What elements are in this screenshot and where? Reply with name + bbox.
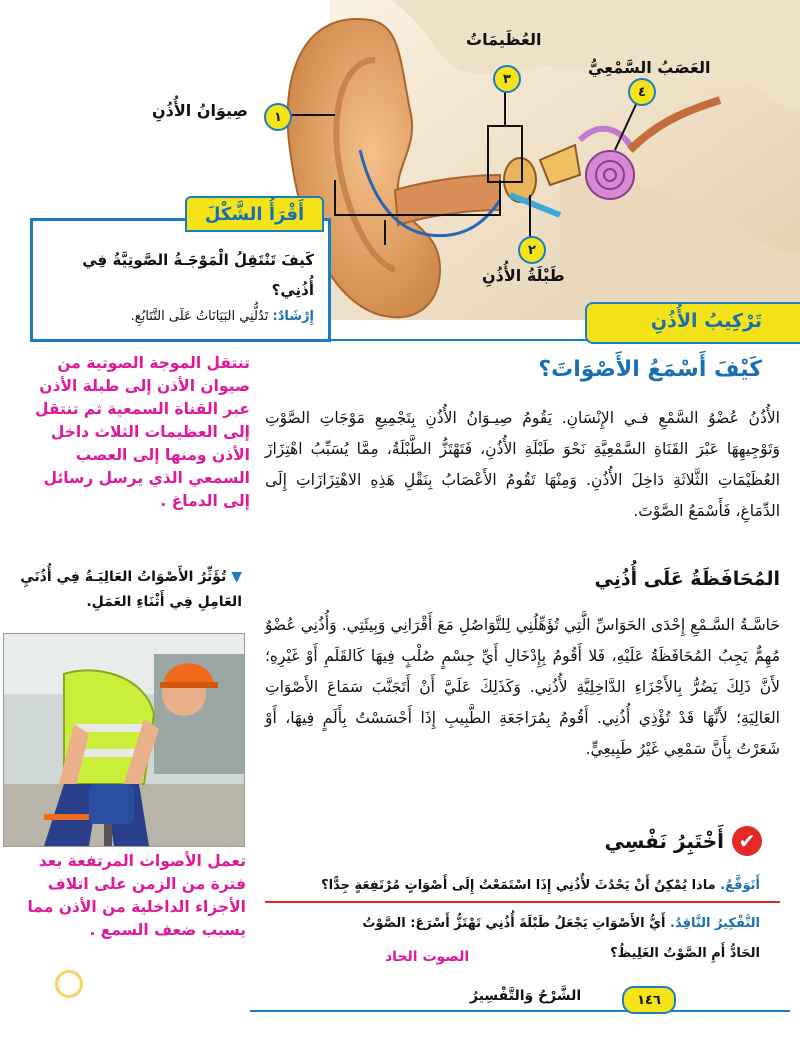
triangle-bullet-icon: ▼ — [231, 569, 242, 585]
figure-question: كَيفَ تَنْتَقِلُ الْمَوْجَـةُ الصَّوتِيَّةُ فِي أُذُنِي؟ — [82, 251, 314, 299]
figure-hint — [39, 309, 314, 324]
callout-3: ٣ — [493, 65, 521, 93]
footer-rule — [250, 1010, 790, 1012]
label-eardrum: طَبْلَةُ الأُذُنِ — [482, 266, 565, 285]
photo-caption — [10, 565, 242, 615]
question-2 — [362, 916, 760, 931]
question-1-label: أَتَوَقَّعُ. — [720, 878, 760, 893]
watermark-icon — [55, 970, 83, 998]
check-icon: ✔ — [732, 826, 762, 856]
label-auditory-nerve: العَصَبُ السَّمْعِيُّ — [588, 58, 711, 77]
handwritten-answer-waves: تنتقل الموجة الصوتية من صيوان الأذن إلى طبلة الأذن عبر القناة السمعية ثم تنتقل إلى العظيمات الثلاث داخل الأذن ومنها إلى العصب السمعي الذي يرسل رسائل إلى الدماغ . — [35, 354, 250, 510]
label-ossicles: العُظَيمَاتُ — [466, 30, 542, 49]
section-banner-title: تَرْكِيبُ الأُذُنِ — [650, 310, 762, 332]
section-banner — [585, 302, 800, 344]
callout-2: ٢ — [518, 236, 546, 264]
question-divider — [265, 901, 780, 903]
page-number: ١٤٦ — [622, 986, 676, 1014]
hint-text: تَدُلُّنِي البَيَانَاتُ عَلَى التَّتَابُعِ. — [130, 309, 269, 324]
test-yourself-title: أَخْتَبِرُ نَفْسِي — [604, 829, 724, 853]
paragraph-protect-ear: حَاسَّـةُ السَّـمْعِ إِحْدَى الحَوَاسِّ الَّتِي تُؤَهِّلُنِي لِلتَّوَاصُلِ مَعَ أَقْرَانِي وَبِيئَتِي. وَأُذُنِي عُضْوٌ مُهِمٌّ يَجِبُ المُحَافَظَةُ عَلَيْهِ، فَلا أَقُومُ بِإِدْخَالِ أَيِّ جِسْمٍ صُلْبٍ فِيهَا كَالقَلَمِ أَوْ غَيْرِهِ؛ لأَنَّ ذَلِكَ يَضُرُّ بِالأَجْزَاءِ الدَّاخِلِيَّةِ لأُذُنِي. وَكَذَلِكَ عَلَيَّ أَنْ أَتَجَنَّبَ سَمَاعَ الأَصْوَاتِ العَالِيَةِ؛ لأَنَّهَا قَدْ تُؤْذِي أُذُنِي. أَقُومُ بِمُرَاجَعَةِ الطَّبِيبِ إِذَا أَحْسَسْتُ بِأَلَمٍ فِيهَا، أَوْ شَعَرْتُ بِأَنَّ سَمْعِي غَيْرُ طَبِيعِيٍّ. — [265, 616, 780, 758]
test-yourself-heading — [605, 826, 763, 856]
read-figure-title: أَقْرَأُ الشَّكْلَ — [185, 196, 324, 232]
footer-label: الشَّرْحُ وَالتَّفْسِيرُ — [470, 988, 582, 1004]
question-1-text: ماذا يُمْكِنُ أَنْ يَحْدُثَ لأُذُنِي إِذَا اسْتَمَعْتُ إِلَى أَصْوَاتٍ مُرْتَفِعَةٍ جِدًّا؟ — [321, 878, 716, 893]
handwritten-answer-sharp: الصوت الحاد — [385, 949, 470, 965]
question-2-text: أَيُّ الأَصْوَاتِ يَجْعَلُ طَبْلَةَ أُذُنِي تَهْتَزُّ أَسْرَعَ: الصَّوْتُ — [362, 916, 666, 931]
question-2-label: التَّفْكِيرُ النَّاقِدُ. — [670, 916, 760, 931]
label-pinna: صِيوَانُ الأُذُنِ — [152, 101, 248, 120]
question-1 — [321, 878, 760, 893]
callout-1: ١ — [264, 103, 292, 131]
hint-label: إِرْشَادٌ: — [272, 309, 314, 324]
read-figure-box — [30, 218, 331, 342]
paragraph-hearing: الأُذُنُ عُضْوُ السَّمْعِ فـي الإِنْسَانِ. يَقُومُ صِيـوَانُ الأُذُنِ بِتَجْمِيعِ مَوْجَاتِ الصَّوْتِ وَتَوْجِيهِهَا عَبْرَ القَنَاةِ السَّمْعِيَّةِ نَحْوَ طَبْلَةِ الأُذُنِ، فَتَهْتَزُّ الطَّبْلَةُ، مِمَّا يُسَبِّبُ اهْتِزَازَ العُظَيْمَاتِ الثَّلاثَةِ دَاخِلَ الأُذُنِ. وَمِنْهَا تَقُومُ الأَعْصَابُ بِنَقْلِ هَذِهِ الاهْتِزَازَاتِ إِلَى الدِّمَاغِ، فَأَسْمَعُ الصَّوْتَ. — [265, 409, 780, 520]
worker-photo — [3, 633, 245, 847]
callout-4: ٤ — [628, 78, 656, 106]
section-heading: كَيْفَ أَسْمَعُ الأَصْوَاتَ؟ — [538, 357, 762, 382]
question-2-continued: الحَادُّ أَمِ الصَّوْتُ الغَلِيظُ؟ — [610, 946, 760, 961]
photo-caption-text: تُؤَثِّرُ الأَصْوَاتُ العَالِيَـةُ فِي أُذُنَيِ العَامِلِ فِي أَثْنَاءِ العَمَلِ. — [20, 569, 242, 610]
subheading-protect-ear: المُحَافَظَةُ عَلَى أُذُنِي — [594, 568, 780, 590]
handwritten-answer-loud: تعمل الأصوات المرتفعة بعد فترة من الزمن على اتلاف الأجزاء الداخلية من الأذن مما يسبب ضعف السمع . — [27, 852, 246, 939]
